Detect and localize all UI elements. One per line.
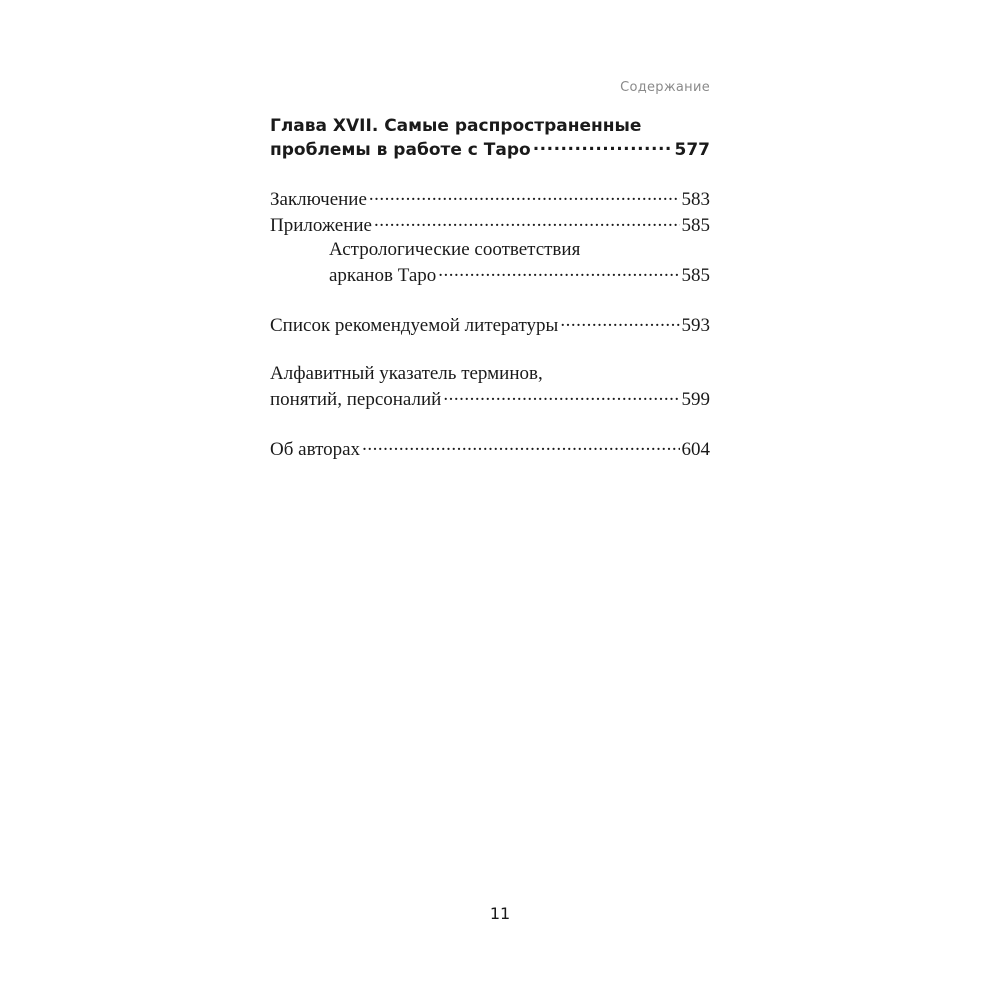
toc-entry-authors[interactable] [270, 436, 710, 462]
page-number: 11 [489, 904, 511, 923]
table-of-contents [270, 114, 710, 462]
toc-entry-literature[interactable] [270, 312, 710, 338]
toc-page-number: 585 [681, 215, 710, 236]
toc-entry-title: Приложение [270, 215, 372, 236]
toc-entry-title-line1: Алфавитный указатель терминов, [270, 363, 543, 384]
dot-leader [438, 262, 679, 281]
toc-entry-title-line2: арканов Таро [329, 265, 437, 286]
toc-entry-index[interactable] [270, 362, 710, 412]
toc-entry-title-line2: проблемы в работе с Таро [270, 140, 531, 160]
dot-leader [443, 386, 679, 405]
toc-entry-title: Об авторах [270, 439, 361, 460]
toc-page-number: 593 [681, 315, 710, 336]
toc-entry-astrological-correspondences[interactable] [270, 238, 710, 288]
toc-page-number: 599 [681, 389, 710, 410]
toc-entry-title: Заключение [270, 189, 367, 210]
dot-leader [369, 186, 680, 205]
toc-page-number: 585 [681, 265, 710, 286]
running-head: Содержание [620, 80, 710, 95]
dot-leader [362, 436, 679, 455]
toc-entry-conclusion[interactable] [270, 186, 710, 212]
toc-entry-title-line1: Глава XVII. Самые распространенные [270, 116, 642, 136]
dot-leader [533, 138, 673, 155]
toc-entry-appendix[interactable] [270, 212, 710, 238]
toc-page-number: 583 [681, 189, 710, 210]
toc-page-number: 577 [674, 140, 710, 160]
toc-entry-title-line2: понятий, персоналий [270, 389, 442, 410]
dot-leader [560, 312, 679, 331]
dot-leader [374, 212, 680, 231]
toc-entry-title: Список рекомендуемой литературы [270, 315, 559, 336]
toc-entry-chapter-17[interactable] [270, 114, 710, 162]
toc-page-number: 604 [681, 439, 710, 460]
toc-entry-title-line1: Астрологические соответствия [329, 239, 581, 260]
